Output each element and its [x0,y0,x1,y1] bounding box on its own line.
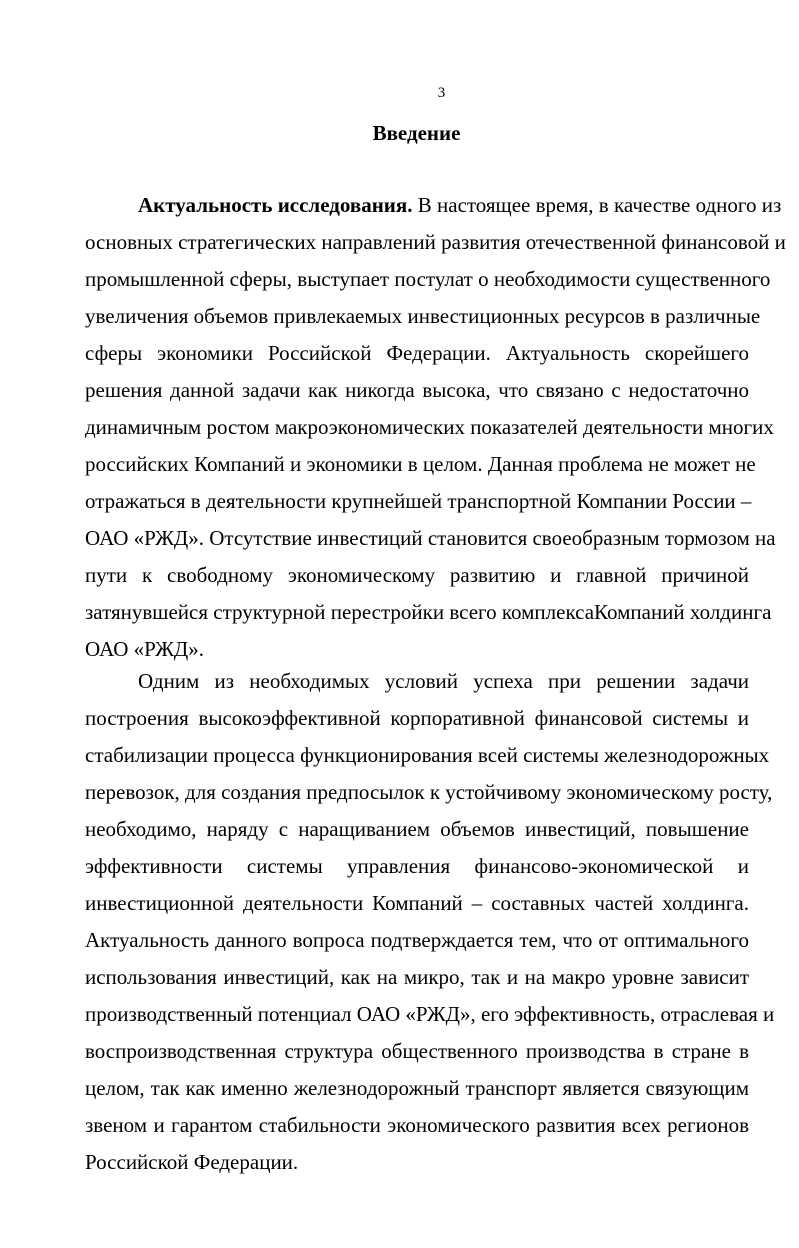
paragraph-line: стабилизации процесса функционирования всей системы железнодорожных [85,743,770,767]
page-number: 3 [437,85,446,101]
line-text: В настоящее время, в качестве одного из [412,193,782,217]
paragraph-line: решения данной задачи как никогда высока, что связано с недостаточно [85,378,749,402]
paragraph-line: Актуальность данного вопроса подтверждается тем, что от оптимального [85,928,749,952]
paragraph-line: необходимо, наряду с наращиванием объемов инвестиций, повышение [85,817,749,841]
paragraph-line: основных стратегических направлений развития отечественной финансовой и [85,230,786,254]
paragraph-line: перевозок, для создания предпосылок к устойчивому экономическому росту, [85,780,773,804]
paragraph-line: инвестиционной деятельности Компаний – составных частей холдинга. [85,891,749,915]
paragraph-line [85,187,782,224]
paragraph-line: целом, так как именно железнодорожный транспорт является связующим [85,1076,749,1100]
paragraph-line: Российской Федерации. [85,1150,299,1174]
paragraph-conditions [85,663,775,1181]
paragraph-line: отражаться в деятельности крупнейшей транспортной Компании России – [85,489,752,513]
paragraph-line: российских Компаний и экономики в целом. Данная проблема не может не [85,452,756,476]
paragraph-line: ОАО «РЖД». [85,637,204,661]
paragraph-line: звеном и гарантом стабильности экономического развития всех регионов [85,1113,749,1137]
lead-phrase: Актуальность исследования. [138,193,413,217]
paragraph-line: Одним из необходимых условий успеха при решении задачи [138,669,749,693]
paragraph-line: динамичным ростом макроэкономических показателей деятельности многих [85,415,774,439]
paragraph-line: промышленной сферы, выступает постулат о необходимости существенного [85,267,771,291]
paragraph-line: воспроизводственная структура общественного производства в стране в [85,1039,749,1063]
paragraph-line: сферы экономики Российской Федерации. Актуальность скорейшего [85,341,749,365]
paragraph-line: производственный потенциал ОАО «РЖД», его эффективность, отраслевая и [85,1002,775,1026]
paragraph-line: эффективности системы управления финансово-экономической и [85,854,749,878]
paragraph-line: пути к свободному экономическому развитию и главной причиной [85,563,749,587]
section-heading: Введение [372,121,461,145]
paragraph-relevance [85,187,786,668]
paragraph-line: построения высокоэффективной корпоративной финансовой системы и [85,706,749,730]
paragraph-line: ОАО «РЖД». Отсутствие инвестиций становится своеобразным тормозом на [85,526,776,550]
paragraph-line: использования инвестиций, как на микро, так и на макро уровне зависит [85,965,749,989]
paragraph-line: увеличения объемов привлекаемых инвестиционных ресурсов в различные [85,304,761,328]
paragraph-line: затянувшейся структурной перестройки всего комплексаКомпаний холдинга [85,600,772,624]
